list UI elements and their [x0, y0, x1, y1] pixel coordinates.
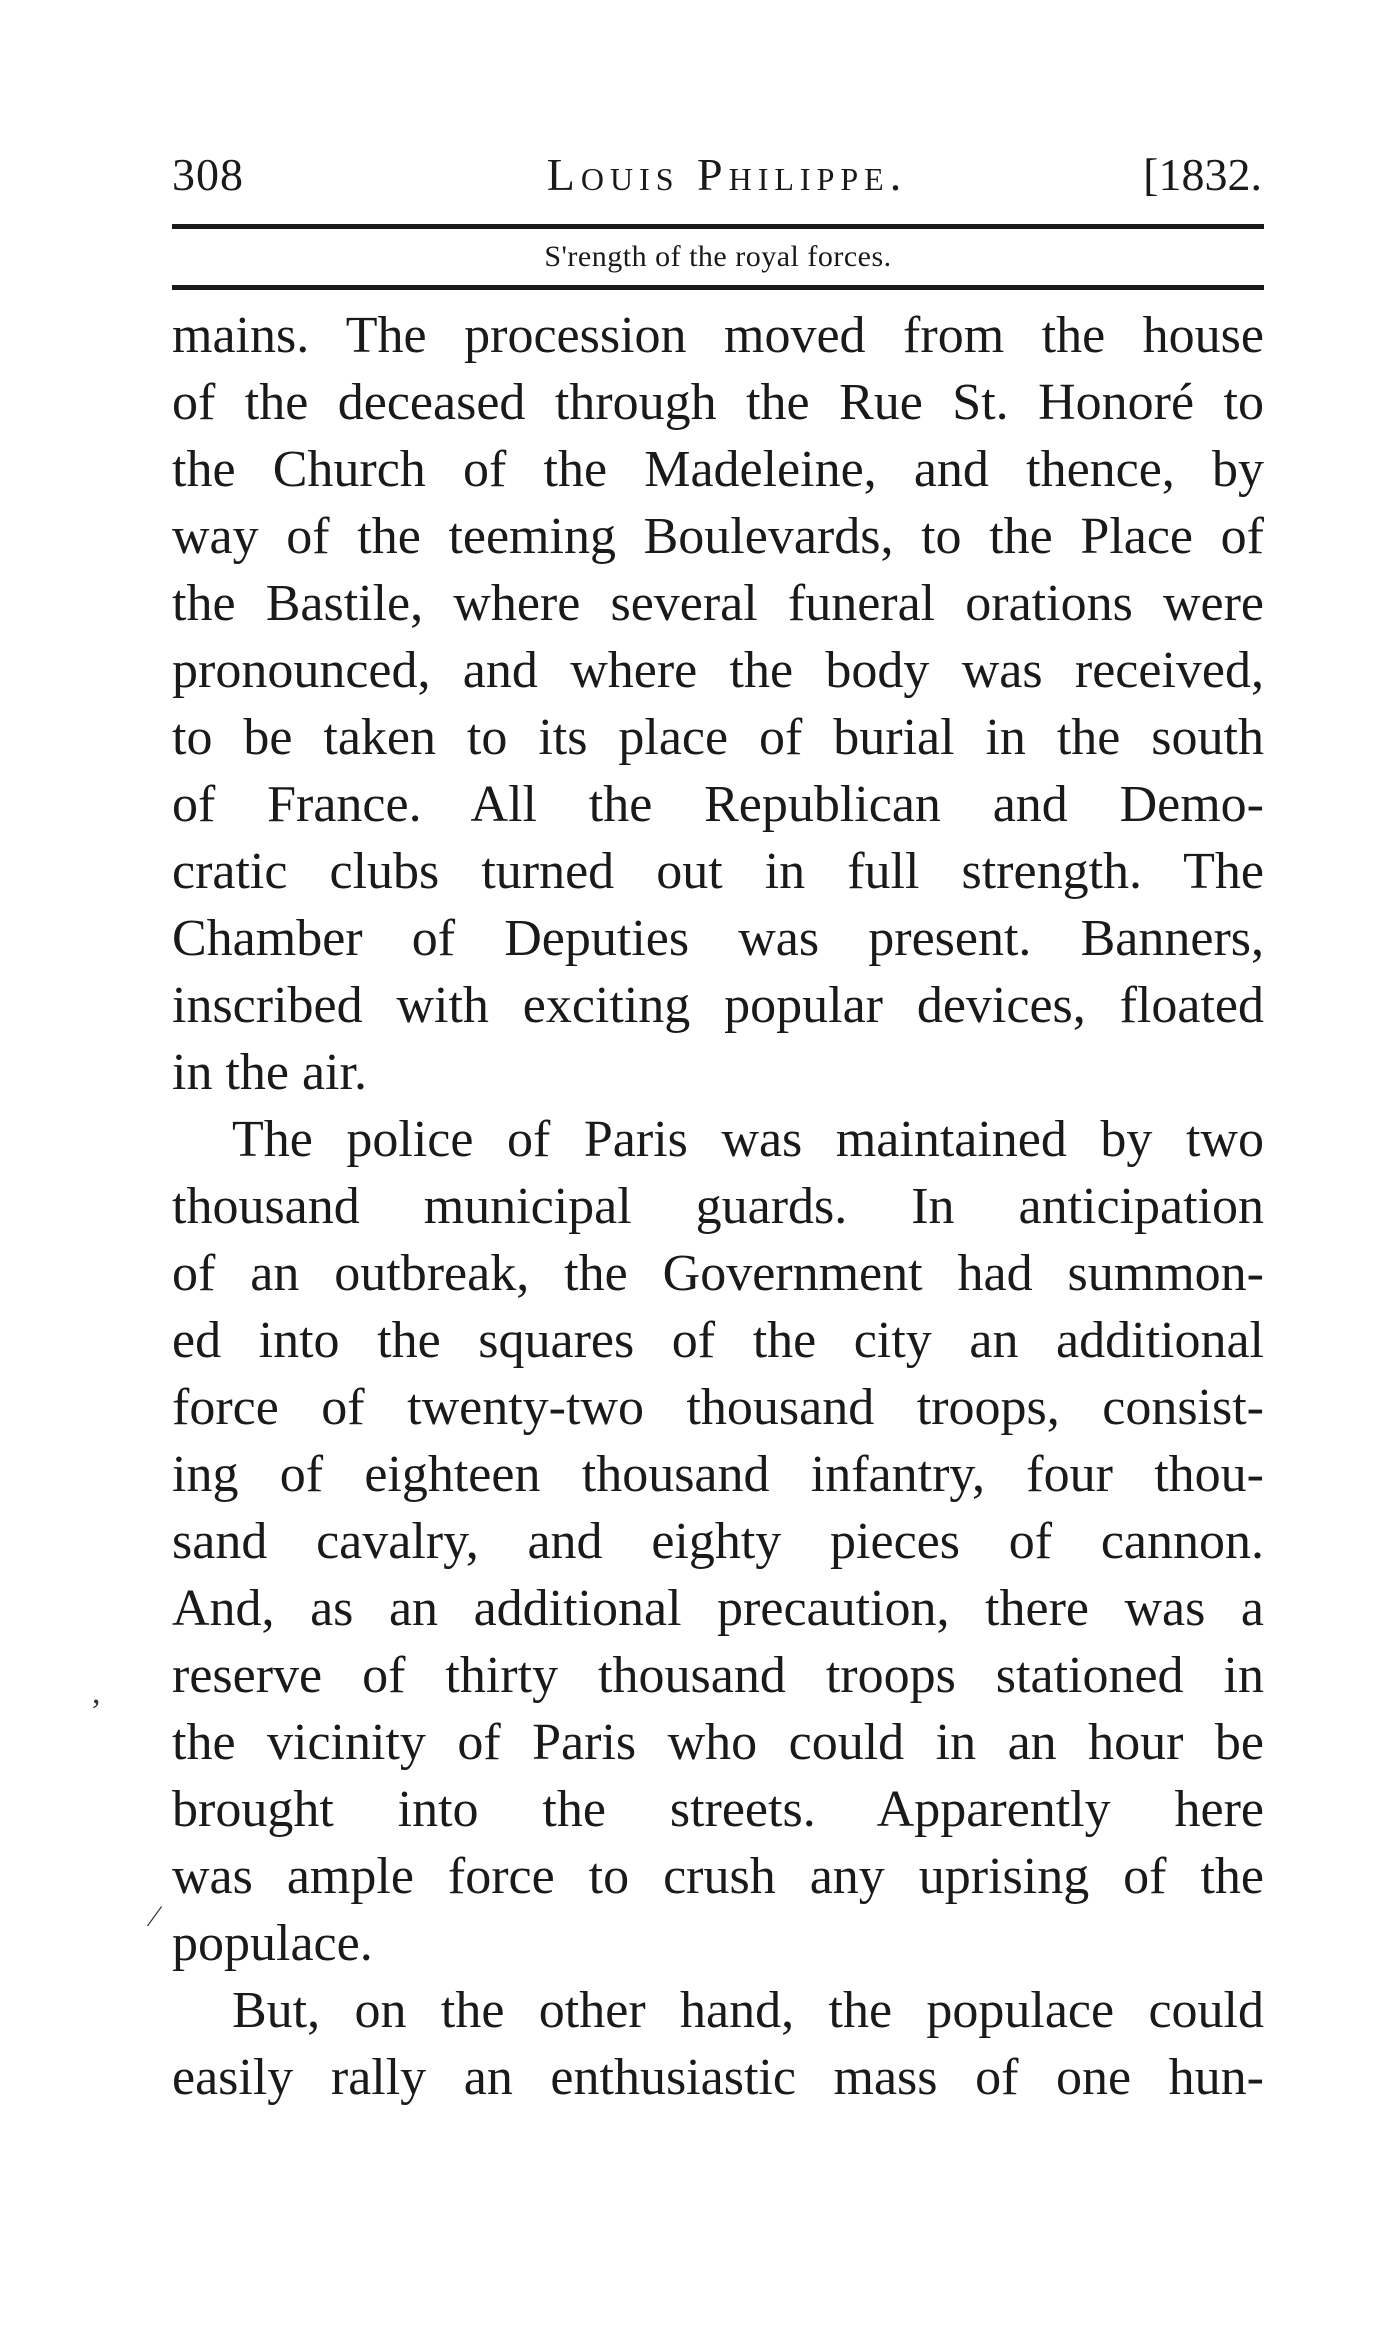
text-line: The police of Paris was maintained by two — [232, 1111, 1264, 1168]
text-line: ed into the squares of the city an additional — [172, 1312, 1264, 1369]
text-line: reserve of thirty thousand troops stationed in — [172, 1647, 1264, 1704]
text-line: way of the teeming Boulevards, to the Place of — [172, 508, 1264, 565]
text-line: of the deceased through the Rue St. Honoré to — [172, 374, 1264, 431]
text-line: force of twenty-two thousand troops, consist- — [172, 1379, 1264, 1436]
text-line: brought into the streets. Apparently here — [172, 1781, 1264, 1838]
stray-comma-mark: , — [92, 1674, 101, 1711]
running-title-text: Louis Philippe. — [546, 149, 908, 200]
text-line: cratic clubs turned out in full strength. The — [172, 843, 1264, 900]
text-line: pronounced, and where the body was received, — [172, 642, 1264, 699]
text-line: easily rally an enthusiastic mass of one hun- — [172, 2049, 1264, 2106]
running-title — [172, 148, 1262, 201]
stray-slash-mark: ⁄ — [152, 1900, 158, 1933]
text-line: But, on the other hand, the populace could — [232, 1982, 1264, 2039]
text-line: sand cavalry, and eighty pieces of cannon. — [172, 1513, 1264, 1570]
text-line: thousand municipal guards. In anticipation — [172, 1178, 1264, 1235]
header-year: [1832. — [1143, 149, 1262, 200]
body-text — [172, 302, 1264, 2111]
text-line: in the air. — [172, 1044, 367, 1101]
page-number: 308 — [172, 149, 244, 200]
text-line: And, as an additional precaution, there was a — [172, 1580, 1264, 1637]
text-line: the vicinity of Paris who could in an hour be — [172, 1714, 1264, 1771]
text-line: Chamber of Deputies was present. Banners, — [172, 910, 1264, 967]
text-line: of France. All the Republican and Demo- — [172, 776, 1264, 833]
text-line: the Church of the Madeleine, and thence, by — [172, 441, 1264, 498]
page-header — [172, 148, 1262, 208]
text-line: ing of eighteen thousand infantry, four thou- — [172, 1446, 1264, 1503]
text-line: inscribed with exciting popular devices, floated — [172, 977, 1264, 1034]
section-subheading: S'rength of the royal forces. — [544, 240, 892, 273]
text-line: was ample force to crush any uprising of the — [172, 1848, 1264, 1905]
text-line: populace. — [172, 1915, 373, 1972]
header-rule-bottom — [172, 285, 1264, 290]
text-line: to be taken to its place of burial in the south — [172, 709, 1264, 766]
text-line: of an outbreak, the Government had summon- — [172, 1245, 1264, 1302]
header-rule-top — [172, 224, 1264, 229]
text-line: the Bastile, where several funeral orations were — [172, 575, 1264, 632]
text-line: mains. The procession moved from the house — [172, 307, 1264, 364]
